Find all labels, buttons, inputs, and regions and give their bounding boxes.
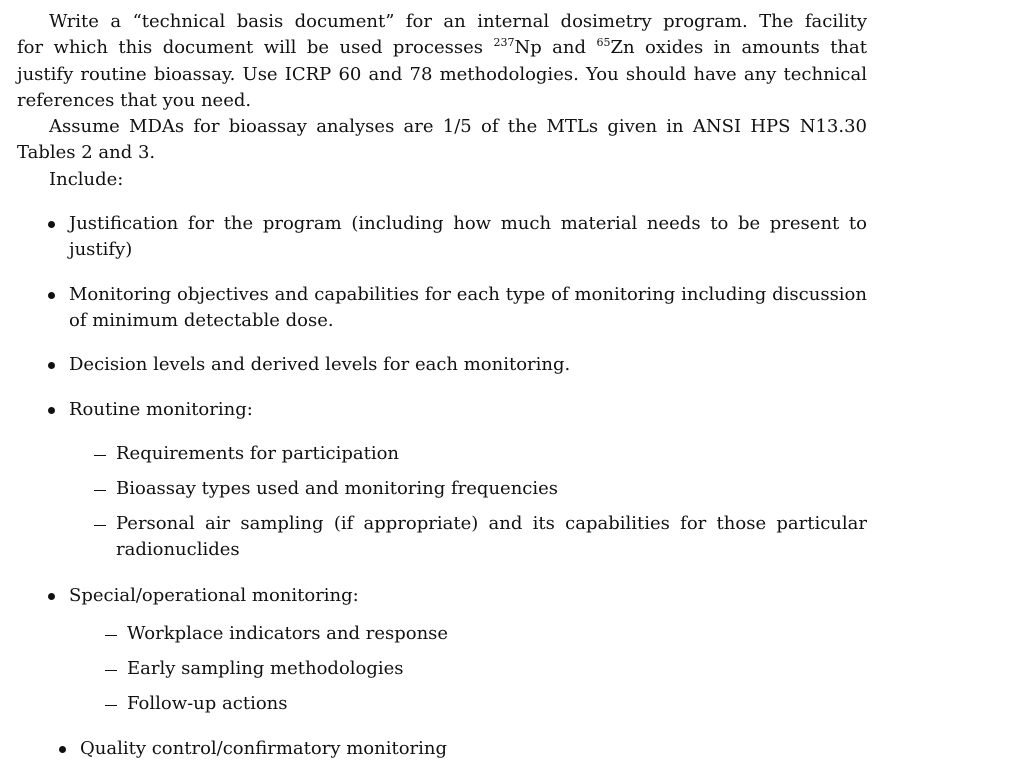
dash-icon xyxy=(105,635,117,636)
mda-line-1: Assume MDAs for bioassay analyses are 1/5 of the MTLs given in ANSI HPS N13.30 xyxy=(49,116,867,137)
intro-paragraph xyxy=(17,9,867,114)
zn-mass-number: 65 xyxy=(596,36,611,50)
include-label: Include: xyxy=(49,169,124,190)
include-heading xyxy=(49,167,899,193)
sub-item-line: Requirements for participation xyxy=(116,443,400,464)
sub-item-line: Follow-up actions xyxy=(127,693,288,714)
intro-line-4: references that you need. xyxy=(17,89,252,111)
dash-icon xyxy=(94,525,106,526)
sub-item-line: Early sampling methodologies xyxy=(127,658,404,679)
bullet-icon xyxy=(59,746,69,756)
intro-line-1: Write a “technical basis document” for an internal dosimetry program. The facility xyxy=(49,11,867,32)
sub-item-line: Personal air sampling (if appropriate) and its capabilities for those particular xyxy=(116,513,867,534)
list-item-quality-control xyxy=(80,736,447,762)
bullet-icon xyxy=(48,292,58,302)
bullet-icon xyxy=(48,362,58,372)
intro-line-3: justify routine bioassay. Use ICRP 60 and 78 methodologies. You should have any technical xyxy=(17,63,867,85)
list-item-line: justify) xyxy=(69,239,133,261)
mda-line-2: Tables 2 and 3. xyxy=(17,142,156,164)
bullet-icon xyxy=(48,221,58,231)
np-mass-number: 237 xyxy=(493,36,515,50)
sub-item-follow-up xyxy=(127,691,288,717)
dash-icon xyxy=(105,670,117,671)
sub-item-line: Bioassay types used and monitoring frequencies xyxy=(116,478,559,499)
list-item-line: of minimum detectable dose. xyxy=(69,310,334,332)
np-symbol: Np and xyxy=(514,37,587,59)
zn-symbol: Zn xyxy=(610,37,635,59)
list-item-line: Monitoring objectives and capabilities for each type of monitoring including discussion xyxy=(69,284,867,305)
bullet-icon xyxy=(48,593,58,603)
bullet-icon xyxy=(48,407,58,417)
list-item-line: Routine monitoring: xyxy=(69,399,253,420)
list-item-line: Justification for the program (including how much material needs to be present to xyxy=(69,213,867,234)
list-item-justification xyxy=(69,211,867,264)
list-item-special-monitoring xyxy=(69,583,359,609)
list-item-decision-levels xyxy=(69,352,570,378)
list-item-line: Decision levels and derived levels for each monitoring. xyxy=(69,354,571,375)
list-item-line: Special/operational monitoring: xyxy=(69,585,359,606)
list-item-routine-monitoring xyxy=(69,397,253,423)
intro-line-2-suffix: oxides in amounts that xyxy=(645,37,867,59)
sub-item-bioassay-types xyxy=(116,476,558,502)
sub-item-requirements xyxy=(116,441,399,467)
intro-line-2 xyxy=(17,35,867,61)
mda-paragraph xyxy=(17,114,867,167)
list-item-monitoring-objectives xyxy=(69,282,867,335)
sub-item-line: Workplace indicators and response xyxy=(127,623,449,644)
intro-line-2-prefix: for which this document will be used processes xyxy=(17,37,483,59)
dash-icon xyxy=(105,705,117,706)
sub-item-early-sampling xyxy=(127,656,404,682)
dash-icon xyxy=(94,490,106,491)
dash-icon xyxy=(94,455,106,456)
sub-item-line: radionuclides xyxy=(116,539,240,561)
list-item-line: Quality control/confirmatory monitoring xyxy=(80,738,448,759)
sub-item-workplace-indicators xyxy=(127,621,448,647)
sub-item-air-sampling xyxy=(116,511,867,564)
